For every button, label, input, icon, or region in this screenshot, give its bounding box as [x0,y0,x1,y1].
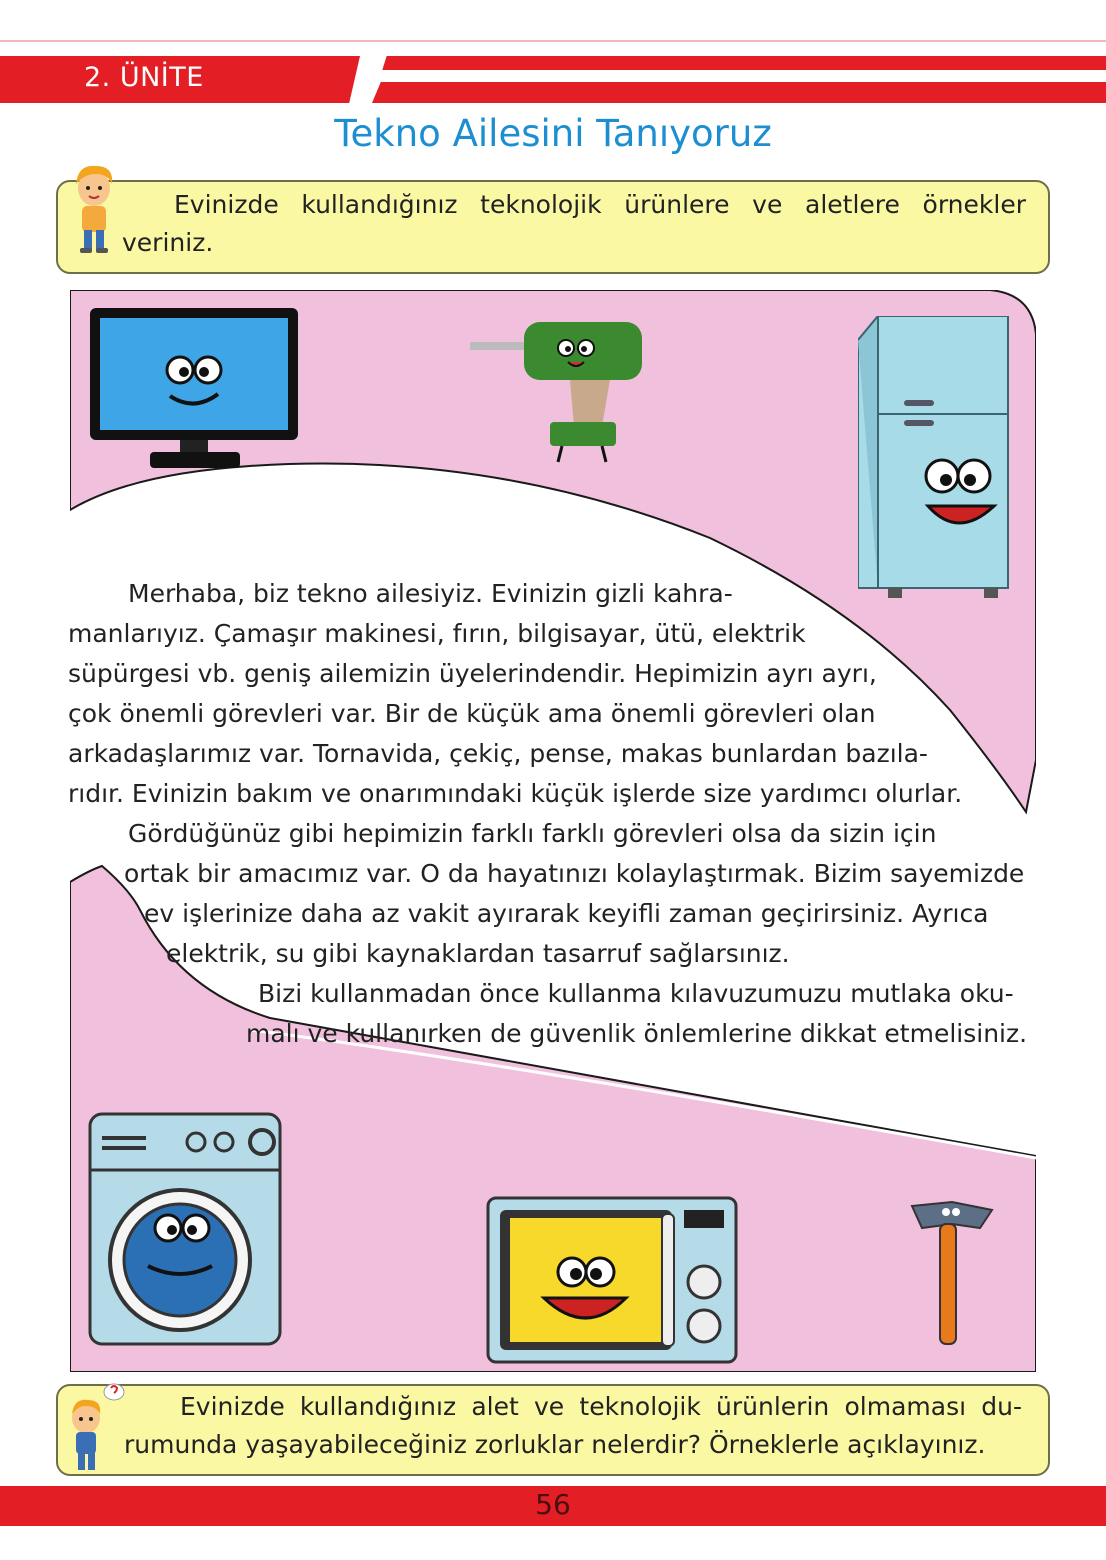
question-top-text [66,186,1026,262]
question-top-line2: veriniz. [122,228,214,257]
boy-character-icon [62,160,126,260]
header-stripes [372,56,1106,103]
story-line-4: çok önemli görevleri var. Bir de küçük ama önemli görevleri olan [68,699,876,728]
tv-icon [90,308,300,478]
header-top-line [0,40,1106,42]
page-title: Tekno Ailesini Tanıyoruz [334,112,772,155]
thinking-boy-icon [60,1382,140,1478]
story-line-9: ev işlerinize daha az vakit ayırarak keyifli zaman geçirirsiniz. Ayrıca [144,899,989,928]
story-line-2: manlarıyız. Çamaşır makinesi, fırın, bilgisayar, ütü, elektrik [68,619,806,648]
story-line-7: Gördüğünüz gibi hepimizin farklı farklı görevleri olsa da sizin için [128,819,937,848]
question-bottom-text [72,1388,1022,1464]
story-line-11: Bizi kullanmadan önce kullanma kılavuzumuzu mutlaka oku- [258,979,1014,1008]
drill-icon [470,318,660,466]
story-line-6: rıdır. Evinizin bakım ve onarımındaki küçük işlerde size yardımcı olurlar. [68,779,963,808]
hammer-icon [908,1198,996,1348]
story-line-5: arkadaşlarımız var. Tornavida, çekiç, pense, makas bunlardan bazıla- [68,739,928,768]
washing-machine-icon [88,1112,284,1348]
story-line-1: Merhaba, biz tekno ailesiyiz. Evinizin gizli kahra- [128,579,733,608]
microwave-icon [486,1196,742,1366]
question-bottom-line1: Evinizde kullandığınız alet ve teknolojik ürünlerin olmaması du- [180,1392,1022,1421]
story-line-12: malı ve kullanırken de güvenlik önlemlerine dikkat etmelisiniz. [246,1019,1028,1048]
story-line-10: elektrik, su gibi kaynaklardan tasarruf sağlarsınız. [166,939,790,968]
unit-label: 2. ÜNİTE [84,62,204,93]
question-bottom-line2: rumunda yaşayabileceğiniz zorluklar nelerdir? Örneklerle açıklayınız. [124,1430,986,1459]
story-line-3: süpürgesi vb. geniş ailemizin üyelerindendir. Hepimizin ayrı ayrı, [68,659,877,688]
story-line-8: ortak bir amacımız var. O da hayatınızı kolaylaştırmak. Bizim sayemizde [124,859,1025,888]
question-top-line1: Evinizde kullandığınız teknolojik ürünlere ve aletlere örnekler [174,190,1026,219]
page-number: 56 [535,1488,571,1521]
fridge-icon [858,316,1010,600]
